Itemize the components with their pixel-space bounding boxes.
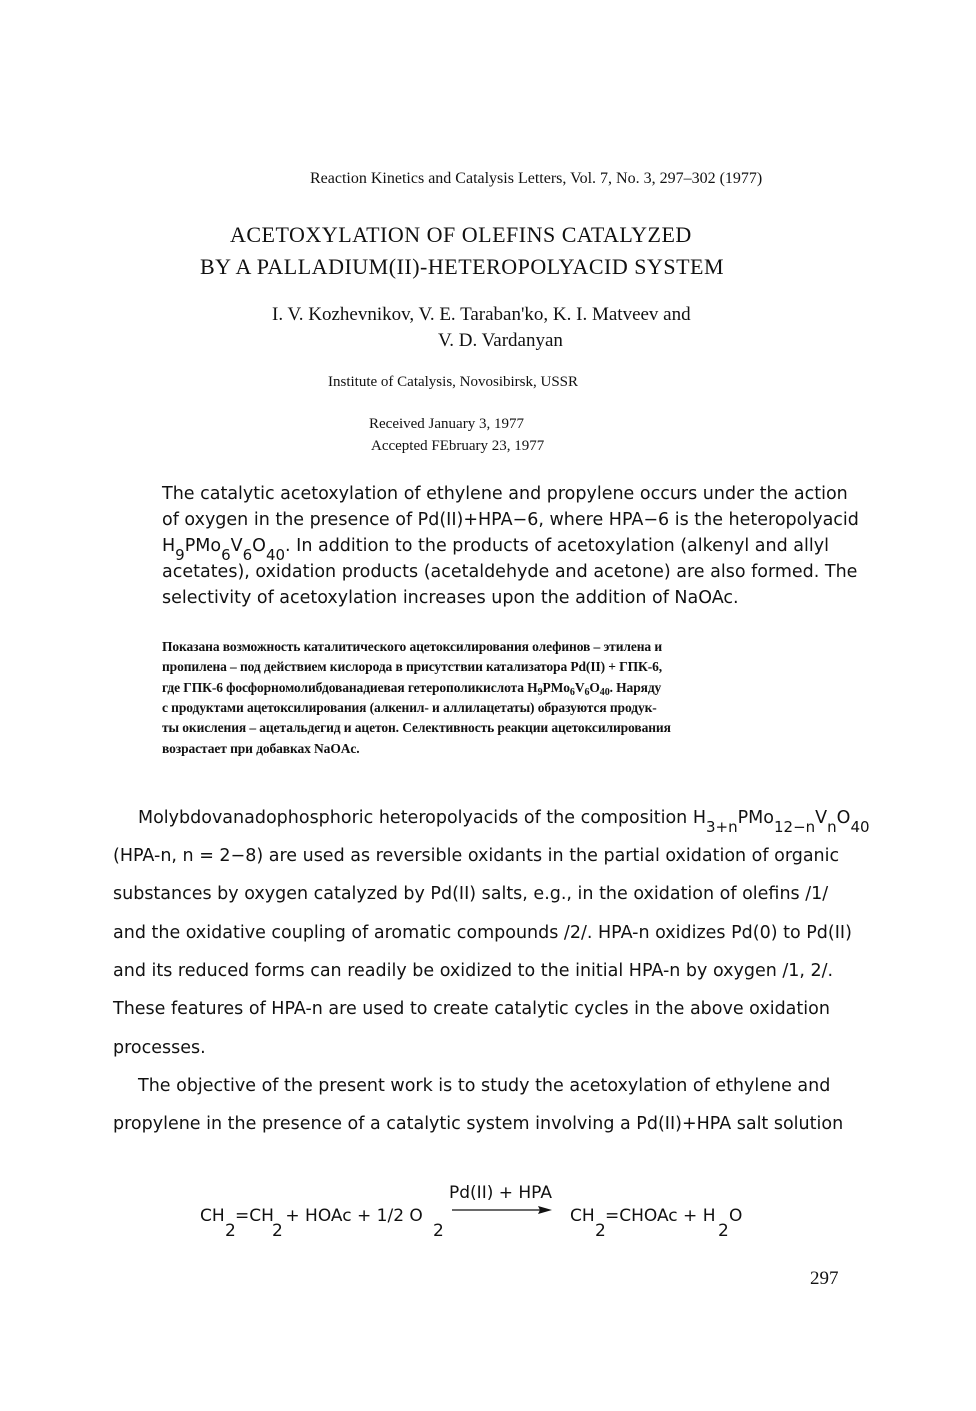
body-line: propylene in the presence of a catalytic system involving a Pd(II)+HPA salt solution — [113, 1114, 844, 1134]
body-line: The objective of the present work is to study the acetoxylation of ethylene and — [138, 1076, 831, 1096]
accepted-date: Accepted FEbruary 23, 1977 — [371, 438, 545, 454]
authors-line-2: V. D. Vardanyan — [438, 330, 563, 351]
russian-abstract-line: возрастает при добавках NaOAc. — [162, 741, 360, 756]
russian-abstract-line: пропилена – под действием кислорода в присутствии катализатора Pd(II) + ГПК-6, — [162, 659, 663, 674]
formula-pmo: PMo — [542, 680, 570, 695]
equation-rhs-products: =CHOAc + H — [605, 1206, 716, 1226]
subscript: 12−n — [773, 818, 816, 836]
abstract-line: of oxygen in the presence of Pd(II)+HPA−6, where HPA−6 is the heteropolyacid — [162, 510, 859, 530]
subscript: 2 — [595, 1221, 606, 1241]
body-line: substances by oxygen catalyzed by Pd(II) salts, e.g., in the oxidation of olefins /1/ — [113, 884, 829, 904]
page-number: 297 — [810, 1268, 839, 1289]
equation-catalyst: Pd(II) + HPA — [449, 1183, 552, 1203]
russian-abstract-line: ты окисления – ацетальдегид и ацетон. Селективность реакции ацетоксилирования — [162, 720, 671, 735]
subscript: 2 — [225, 1221, 236, 1241]
formula-v: V — [230, 536, 243, 556]
russian-abstract-line: Показана возможность каталитического ацетоксилирования олефинов – этилена и — [162, 639, 663, 654]
formula-o: O — [836, 808, 851, 828]
title-line-1: ACETOXYLATION OF OLEFINS CATALYZED — [230, 222, 692, 247]
russian-text: где ГПК-6 фосфорномолибдованадиевая гетерополикислота H — [162, 680, 538, 695]
equation-lhs-reagents: + HOAc + 1/2 O — [280, 1206, 423, 1226]
equation-rhs-water: O — [729, 1206, 743, 1226]
subscript: 40 — [599, 687, 610, 698]
authors-line-1: I. V. Kozhevnikov, V. E. Taraban'ko, K. I. Matveev and — [272, 304, 691, 325]
subscript: 9 — [537, 687, 543, 698]
formula-pmo: PMo — [737, 808, 774, 828]
equation-lhs-ch2: =CH — [235, 1206, 274, 1226]
title-line-2: BY A PALLADIUM(II)-HETEROPOLYACID SYSTEM — [200, 254, 725, 279]
formula-o: O — [589, 680, 600, 695]
abstract-line: acetates), oxidation products (acetaldehyde and acetone) are also formed. The — [162, 562, 858, 582]
subscript: 6 — [242, 546, 253, 564]
subscript: 9 — [175, 546, 185, 564]
formula-o: O — [252, 536, 266, 556]
equation-rhs-ch2: CH — [570, 1206, 595, 1226]
subscript: 3+n — [706, 818, 738, 836]
russian-text: . Наряду — [609, 680, 662, 695]
body-line: and the oxidative coupling of aromatic compounds /2/. HPA-n oxidizes Pd(0) to Pd(II) — [113, 923, 852, 943]
abstract-line-formula — [162, 533, 829, 564]
abstract-line: The catalytic acetoxylation of ethylene and propylene occurs under the action — [162, 484, 848, 504]
abstract-line-rest: . In addition to the products of acetoxylation (alkenyl and allyl — [285, 536, 829, 556]
subscript: 40 — [850, 818, 870, 836]
formula-v: V — [815, 808, 828, 828]
reaction-arrow-icon — [452, 1200, 552, 1220]
formula-pmo: PMo — [184, 536, 222, 556]
body-line: (HPA-n, n = 2−8) are used as reversible oxidants in the partial oxidation of organic — [113, 846, 840, 866]
subscript: 2 — [433, 1221, 444, 1241]
equation-lhs-ch2: CH — [200, 1206, 225, 1226]
body-line: and its reduced forms can readily be oxidized to the initial HPA-n by oxygen /1, 2/. — [113, 961, 834, 981]
body-text-run: Molybdovanadophosphoric heteropolyacids of the composition H — [138, 808, 706, 828]
received-date: Received January 3, 1977 — [369, 416, 524, 432]
body-line-formula — [138, 808, 870, 836]
russian-abstract-line-formula — [162, 678, 661, 700]
journal-reference: Reaction Kinetics and Catalysis Letters, Vol. 7, No. 3, 297–302 (1977) — [310, 170, 763, 187]
subscript: 2 — [718, 1221, 729, 1241]
abstract-line: selectivity of acetoxylation increases upon the addition of NaOAc. — [162, 588, 739, 608]
russian-abstract-line: с продуктами ацетоксилирования (алкенил- и аллилацетаты) образуются продук- — [162, 700, 657, 715]
subscript: n — [827, 818, 837, 836]
subscript: 6 — [584, 687, 590, 698]
subscript: 6 — [569, 687, 575, 698]
formula-h: H — [162, 536, 176, 556]
affiliation: Institute of Catalysis, Novosibirsk, USSR — [328, 374, 579, 390]
body-line: processes. — [113, 1038, 206, 1058]
formula-v: V — [574, 680, 585, 695]
subscript: 2 — [272, 1221, 283, 1241]
subscript: 40 — [265, 546, 286, 564]
body-line: These features of HPA-n are used to create catalytic cycles in the above oxidation — [113, 999, 830, 1019]
subscript: 6 — [221, 546, 231, 564]
